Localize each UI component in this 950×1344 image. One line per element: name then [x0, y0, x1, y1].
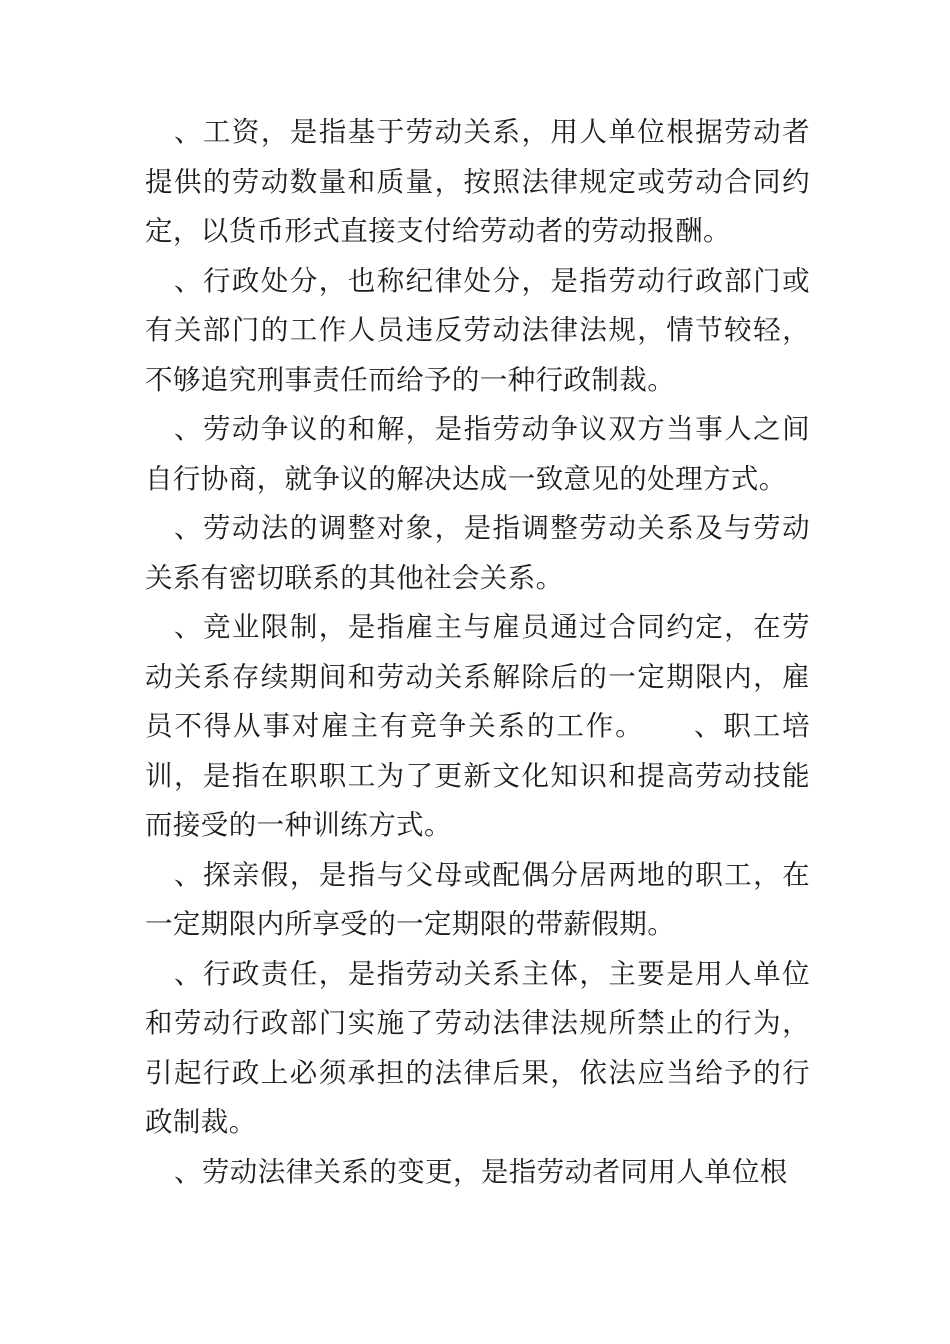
paragraph-labor-law-scope: [145, 504, 810, 603]
paragraph-administrative-liability: [145, 950, 810, 1148]
paragraph-relationship-change: [145, 1148, 810, 1198]
document-body: [145, 108, 810, 1197]
paragraph-text: 、竞业限制，是指雇主与雇员通过合同约定，在劳动关系存续期间和劳动关系解除后的一定期限内，雇员不得从事对雇主有竞争关系的工作。: [145, 611, 810, 742]
paragraph-text: 、劳动法律关系的变更，是指劳动者同用人单位根: [174, 1155, 788, 1188]
paragraph-text: 、工资，是指基于劳动关系，用人单位根据劳动者提供的劳动数量和质量，按照法律规定或劳动合同约定，以货币形式直接支付给劳动者的劳动报酬。: [145, 116, 810, 247]
paragraph-dispute-settlement: [145, 405, 810, 504]
paragraph-text: 、行政处分，也称纪律处分，是指劳动行政部门或有关部门的工作人员违反劳动法律法规，情节较轻，不够追究刑事责任而给予的一种行政制裁。: [145, 264, 810, 396]
paragraph-text: 、行政责任，是指劳动关系主体，主要是用人单位和劳动行政部门实施了劳动法律法规所禁止的行为，引起行政上必须承担的法律后果，依法应当给予的行政制裁。: [145, 957, 810, 1138]
paragraph-text: 、劳动争议的和解，是指劳动争议双方当事人之间自行协商，就争议的解决达成一致意见的处理方式。: [145, 413, 810, 495]
paragraph-text: 、探亲假，是指与父母或配偶分居两地的职工，在一定期限内所享受的一定期限的带薪假期。: [145, 858, 810, 940]
paragraph-text-training: 、职工培训，是指在职职工为了更新文化知识和提高劳动技能而接受的一种训练方式。: [145, 710, 810, 841]
paragraph-non-compete: [145, 603, 810, 851]
paragraph-administrative-sanction: [145, 257, 810, 406]
paragraph-home-leave: [145, 851, 810, 950]
paragraph-wage: [145, 108, 810, 257]
paragraph-text: 、劳动法的调整对象，是指调整劳动关系及与劳动关系有密切联系的其他社会关系。: [145, 512, 810, 594]
